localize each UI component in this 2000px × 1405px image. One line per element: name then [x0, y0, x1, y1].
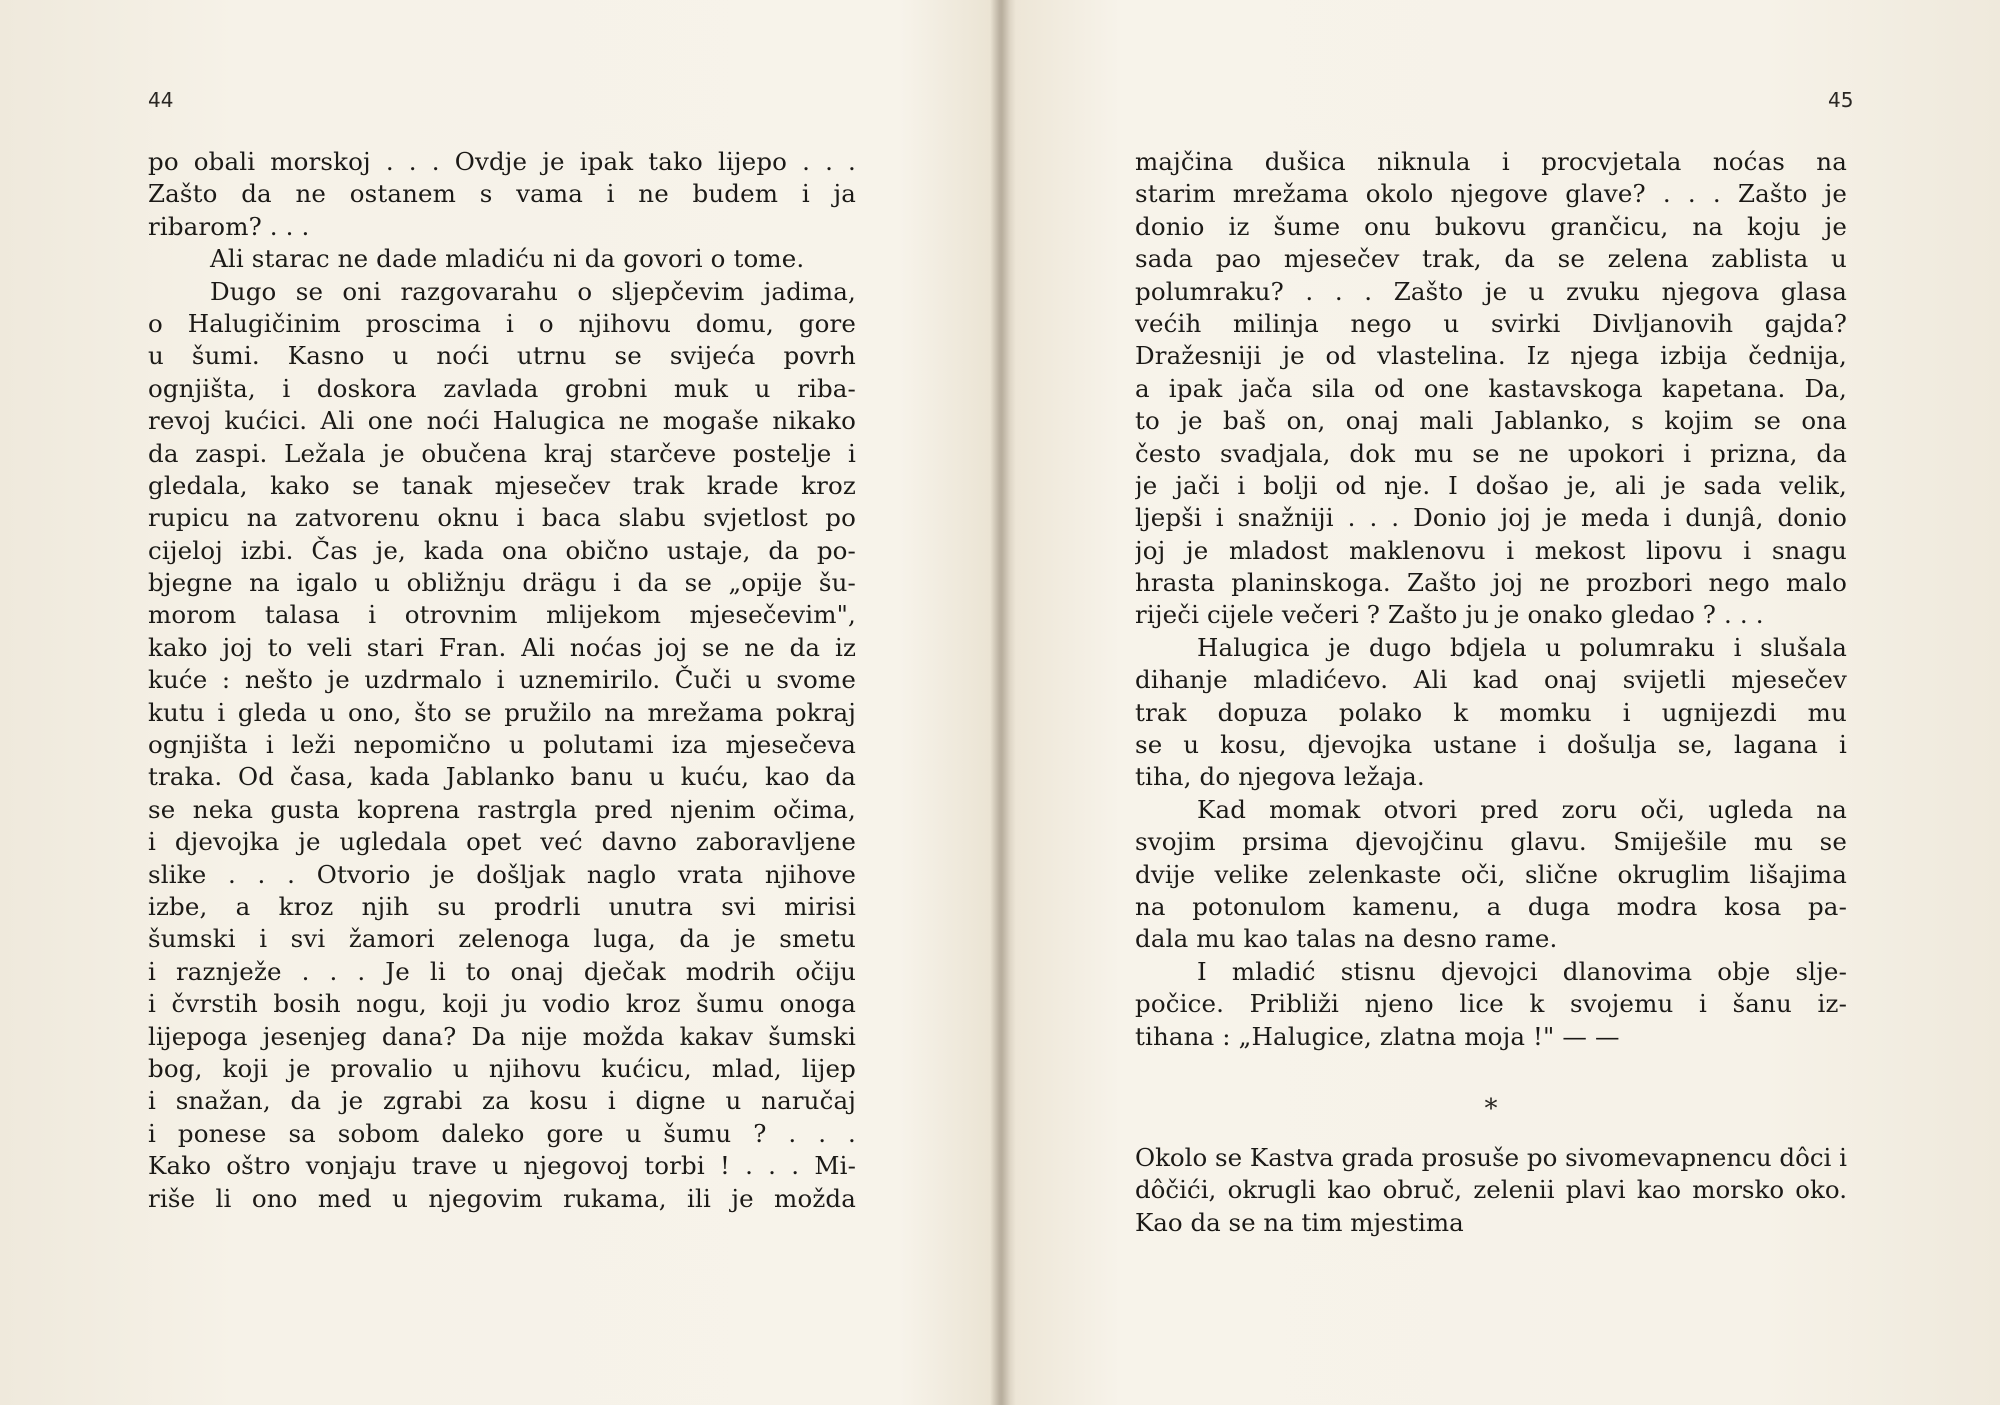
text-line: slike . . . Otvorio je došljak naglo vrata njihove: [148, 859, 856, 889]
text-line: to je baš on, onaj mali Jablanko, s kojim se ona: [1135, 406, 1847, 436]
text-line: dvije velike zelenkaste oči, slične okruglim lišajima: [1135, 859, 1847, 889]
text-line: joj je mladost maklenovu i mekost lipovu i snagu: [1135, 535, 1847, 565]
text-line: Ali starac ne dade mladiću ni da govori o tome.: [210, 244, 805, 274]
text-line: hrasta planinskoga. Zašto joj ne prozbori nego malo: [1135, 568, 1847, 598]
text-line: po obali morskoj . . . Ovdje je ipak tako lijepo . . .: [148, 147, 856, 176]
text-line: morom talasa i otrovnim mlijekom mjesečevim",: [148, 600, 856, 630]
right-page: [1000, 0, 2000, 1405]
text-line: dihanje mladićevo. Ali kad onaj svijetli mjesečev: [1135, 665, 1847, 695]
text-line: trak dopuza polako k momku i ugnijezdi mu: [1135, 697, 1847, 727]
text-line: i snažan, da je zgrabi za kosu i digne u naručaj: [148, 1086, 856, 1116]
text-line: na potonulom kamenu, a duga modra kosa pa-: [1135, 891, 1847, 921]
text-line: vapnencu dôci i dôčići, okrugli kao obruč, zeleni: [1135, 1143, 1848, 1205]
text-line: ognjišta i leži nepomično u polutami iza mjesečeva: [148, 730, 856, 760]
text-line: izbe, a kroz njih su prodrli unutra svi mirisi: [148, 891, 856, 921]
text-line: dala mu kao talas na desno rame.: [1135, 924, 1558, 954]
text-line: traka. Od časa, kada Jablanko banu u kuću, kao da: [148, 762, 856, 792]
text-line: kako joj to veli stari Fran. Ali noćas joj se ne da iz: [148, 632, 856, 662]
text-line: Zašto da ne ostanem s vama i ne budem i ja: [148, 179, 856, 209]
text-line: riše li ono med u njegovim rukama, ili je možda: [148, 1183, 856, 1213]
text-line: Okolo se Kastva grada prosuše po sivome: [1135, 1143, 1652, 1172]
text-line: često svadjala, dok mu se ne upokori i prizna, da: [1135, 438, 1847, 468]
text-line: bog, koji je provalio u njihovu kućicu, mlad, lijep: [148, 1053, 856, 1083]
text-line: i raznježe . . . Je li to onaj dječak modrih očiju: [148, 956, 856, 986]
text-line: bjegne na igalo u obližnju drägu i da se „opije šu-: [148, 568, 856, 598]
text-line: lijepoga jesenjeg dana? Da nije možda kakav šumski: [148, 1021, 856, 1051]
text-line: ribarom? . . .: [148, 211, 310, 241]
body-text: [1135, 146, 1847, 1053]
text-line: tiha, do njegova ležaja.: [1135, 762, 1425, 792]
text-line: o Halugičinim proscima i o njihovu domu, gore: [148, 308, 856, 338]
text-line: starim mrežama okolo njegove glave? . . . Zašto je: [1135, 179, 1847, 209]
text-line: i ponese sa sobom daleko gore u šumu ? . . .: [148, 1118, 856, 1148]
text-line: počice. Približi njeno lice k svojemu i šanu iz-: [1135, 989, 1847, 1019]
text-line: riječi cijele večeri ? Zašto ju je onako gledao ? . . .: [1135, 600, 1764, 630]
text-line: majčina dušica niknula i procvjetala noćas na: [1135, 147, 1847, 176]
text-line: da zaspi. Ležala je obučena kraj starčeve postelje i: [148, 438, 856, 468]
text-line: i plavi kao morsko oko. Kao da se na tim mjestima: [1135, 1175, 1848, 1237]
text-line: Kad momak otvori pred zoru oči, ugleda na: [1197, 794, 1847, 824]
text-line: Kako oštro vonjaju trave u njegovoj torbi ! . . . Mi-: [148, 1151, 856, 1181]
body-text: [148, 146, 856, 1215]
text-line: I mladić stisnu djevojci dlanovima obje slje-: [1197, 956, 1847, 986]
text-line: i djevojka je ugledala opet već davno zaboravljene: [148, 827, 856, 857]
text-line: cijeloj izbi. Čas je, kada ona obično ustaje, da po-: [148, 535, 856, 565]
text-line: kuće : nešto je uzdrmalo i uznemirilo. Čuči u svome: [148, 665, 856, 695]
text-line: Halugica je dugo bdjela u polumraku i slušala: [1197, 632, 1847, 662]
text-line: i čvrstih bosih nogu, koji ju vodio kroz šumu onoga: [148, 989, 856, 1019]
text-line: je jači i bolji od nje. I došao je, ali je sada velik,: [1135, 470, 1847, 500]
text-line: se u kosu, djevojka ustane i došulja se, lagana i: [1135, 730, 1847, 760]
text-line: rupicu na zatvorenu oknu i baca slabu svjetlost po: [148, 503, 856, 533]
text-line: sada pao mjesečev trak, da se zelena zablista u: [1135, 244, 1847, 274]
body-text: [1135, 1142, 1847, 1239]
page-number: 44: [148, 88, 174, 112]
text-line: tihana : „Halugice, zlatna moja !" — —: [1135, 1021, 1620, 1051]
text-line: gledala, kako se tanak mjesečev trak krade kroz: [148, 470, 856, 500]
text-line: svojim prsima djevojčinu glavu. Smiješile mu se: [1135, 827, 1847, 857]
text-line: šumski i svi žamori zelenoga luga, da je smetu: [148, 924, 856, 954]
text-line: a ipak jača sila od one kastavskoga kapetana. Da,: [1135, 373, 1847, 403]
text-line: ljepši i snažniji . . . Donio joj je meda i dunjâ, donio: [1135, 503, 1847, 533]
text-line: većih milinja nego u svirki Divljanovih gajda?: [1135, 308, 1847, 338]
text-line: polumraku? . . . Zašto je u zvuku njegova glasa: [1135, 276, 1847, 306]
section-separator: *: [1484, 1094, 1498, 1124]
page-number: 45: [1828, 88, 1854, 112]
text-line: kutu i gleda u ono, što se pružilo na mrežama pokraj: [148, 697, 856, 727]
text-line: Dražesniji je od vlastelina. Iz njega izbija čednija,: [1135, 341, 1847, 371]
text-line: donio iz šume onu bukovu grančicu, na koju je: [1135, 211, 1847, 241]
text-line: Dugo se oni razgovarahu o sljepčevim jadima,: [210, 276, 856, 306]
text-line: revoj kućici. Ali one noći Halugica ne mogaše nikako: [148, 406, 856, 436]
text-line: ognjišta, i doskora zavlada grobni muk u riba-: [148, 373, 856, 403]
text-line: se neka gusta koprena rastrgla pred njenim očima,: [148, 794, 856, 824]
text-line: u šumi. Kasno u noći utrnu se svijeća povrh: [148, 341, 856, 371]
